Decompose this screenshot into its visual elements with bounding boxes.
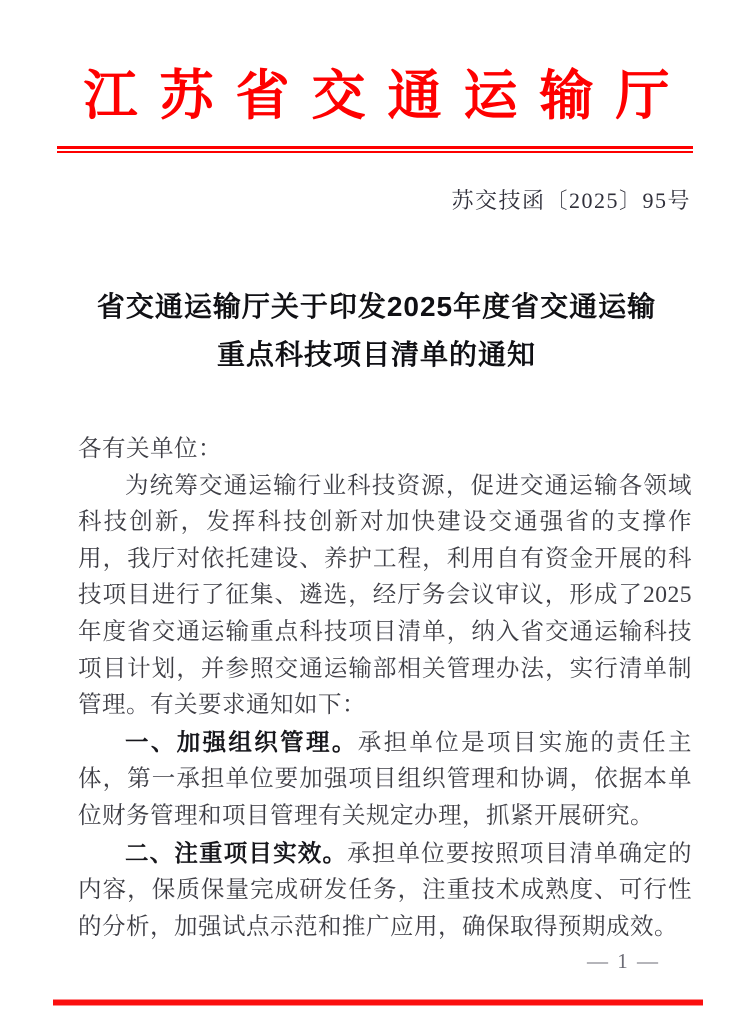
agency-letterhead bbox=[0, 58, 753, 134]
document-title bbox=[0, 283, 753, 379]
intro-paragraph-text: 为统筹交通运输行业科技资源，促进交通运输各领域科技创新，发挥科技创新对加快建设交通强省的支撑作用，我厅对依托建设、养护工程，利用自有资金开展的科技项目进行了征集、遴选，经厅务会议审议，形成了2025年度省交通运输重点科技项目清单，纳入省交通运输科技项目计划，并参照交通运输部相关管理办法，实行清单制管理。有关要求通知如下： bbox=[78, 472, 692, 719]
section-paragraph-1 bbox=[78, 724, 692, 835]
section-paragraph-2 bbox=[78, 835, 692, 946]
page-number-text: — 1 — bbox=[587, 949, 660, 973]
document-title-line2: 重点科技项目清单的通知 bbox=[216, 339, 536, 370]
page-number bbox=[0, 949, 753, 974]
document-body bbox=[78, 431, 692, 945]
intro-paragraph bbox=[78, 468, 692, 724]
section-1-text: 承担单位是项目实施的责任主体，第一承担单位要加强项目组织管理和协调，依据本单位财务管理和项目管理有关规定办理，抓紧开展研究。 bbox=[78, 729, 693, 829]
footer-divider bbox=[53, 999, 703, 1006]
agency-letterhead-text: 江苏省交通运输厅 bbox=[83, 66, 692, 126]
document-title-line1: 省交通运输厅关于印发2025年度省交通运输 bbox=[96, 291, 657, 322]
document-number: 苏交技函〔2025〕95号 bbox=[451, 188, 691, 213]
section-2-text: 承担单位要按照项目清单确定的内容，保质保量完成研发任务，注重技术成熟度、可行性的分析，加强试点示范和推广应用，确保取得预期成效。 bbox=[78, 840, 693, 940]
letterhead-divider bbox=[57, 146, 693, 153]
section-1-lead: 一、加强组织管理。 bbox=[125, 728, 358, 755]
section-2-lead: 二、注重项目实效。 bbox=[125, 839, 348, 866]
salutation: 各有关单位： bbox=[78, 436, 222, 462]
